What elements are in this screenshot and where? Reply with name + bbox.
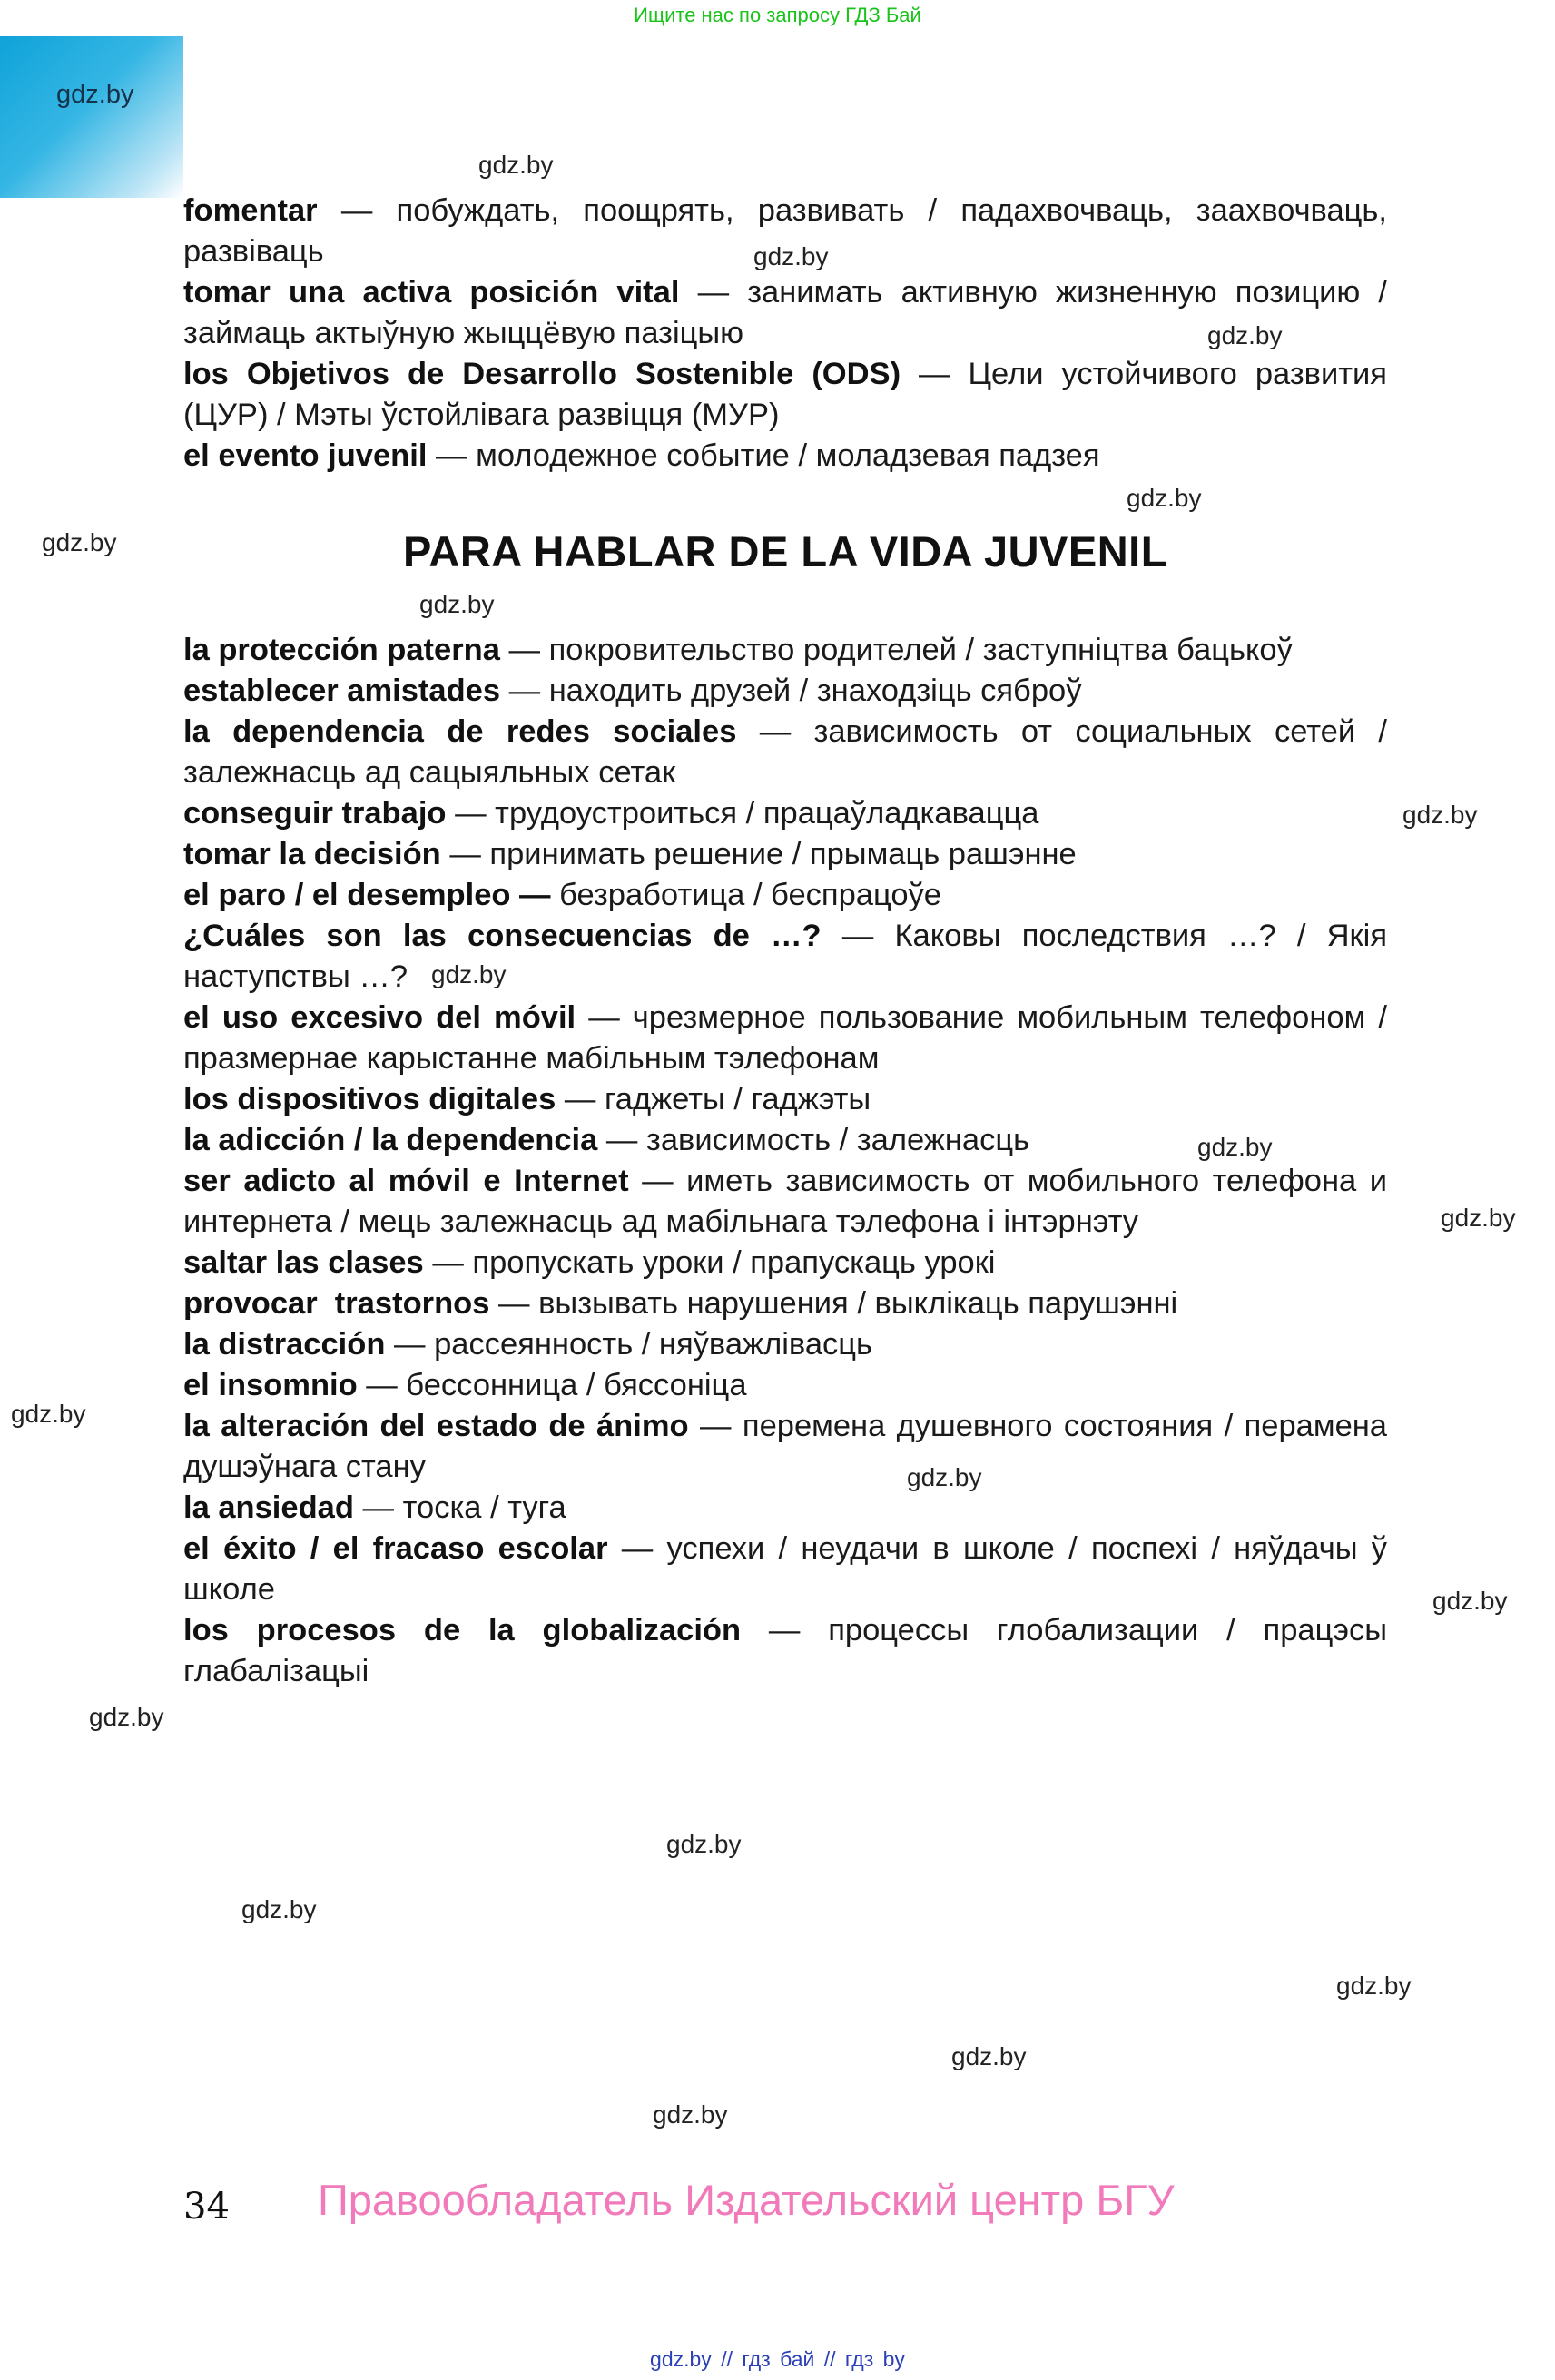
vocab-term: fomentar bbox=[183, 193, 318, 228]
vocab-term: el evento juvenil bbox=[183, 438, 428, 473]
watermark: gdz.by bbox=[241, 1895, 317, 1923]
vocab-term: conseguir trabajo bbox=[183, 796, 447, 831]
watermark: gdz.by bbox=[1441, 1204, 1516, 1232]
vocab-term: los dispositivos digitales bbox=[183, 1082, 556, 1116]
vocab-entry bbox=[183, 1610, 1387, 1692]
vocab-entry bbox=[183, 1324, 1387, 1365]
vocab-entry bbox=[183, 671, 1387, 712]
vocab-term: el éxito / el fracaso escolar bbox=[183, 1531, 608, 1566]
vocab-term: la dependencia de redes sociales bbox=[183, 714, 737, 749]
vocab-translation: — трудоустроиться / працаўладкавацца bbox=[455, 796, 1039, 831]
vocab-translation: — процессы глобализации / працэсы глабалізацыі bbox=[183, 1613, 1388, 1688]
watermark: gdz.by bbox=[1402, 801, 1478, 829]
vocab-term: tomar la decisión bbox=[183, 837, 441, 871]
vocab-translation: безработица / беспрацоўе bbox=[559, 878, 941, 912]
copyright-notice: Правообладатель Издательский центр БГУ bbox=[318, 2176, 1175, 2224]
corner-logo-block bbox=[0, 36, 183, 198]
watermark: gdz.by bbox=[1207, 321, 1283, 349]
watermark: gdz.by bbox=[89, 1703, 164, 1731]
vocab-entry bbox=[183, 630, 1387, 671]
vocab-entry bbox=[183, 793, 1387, 834]
vocab-term: la protección paterna bbox=[183, 633, 500, 667]
vocab-translation: — бессонница / бяссоніца bbox=[366, 1368, 747, 1402]
vocab-translation: — Каковы последствия …? / Якія наступствы …? bbox=[183, 919, 1387, 994]
vocab-entry bbox=[183, 191, 1387, 272]
page-number: 34 bbox=[183, 2186, 230, 2228]
vocab-term: el uso excesivo del móvil bbox=[183, 1000, 576, 1035]
vocab-term: ser adicto al móvil e Internet bbox=[183, 1164, 629, 1198]
vocab-term: provocar trastornos bbox=[183, 1286, 490, 1321]
watermark: gdz.by bbox=[42, 528, 117, 556]
vocab-translation: — рассеянность / няўважлівасць bbox=[394, 1327, 873, 1362]
vocab-entry bbox=[183, 1120, 1387, 1161]
watermark: gdz.by bbox=[419, 590, 495, 618]
vocab-entry bbox=[183, 998, 1387, 1079]
vocab-translation: — тоска / туга bbox=[362, 1490, 566, 1525]
vocab-term: el insomnio bbox=[183, 1368, 358, 1402]
vocab-entry bbox=[183, 875, 1387, 916]
watermark: gdz.by bbox=[753, 242, 829, 270]
watermark: gdz.by bbox=[431, 960, 507, 988]
vocab-translation: — зависимость от социальных сетей / залежнасць ад сацыяльных сетак bbox=[183, 714, 1388, 790]
vocab-entry bbox=[183, 1488, 1387, 1529]
vocab-entry bbox=[183, 916, 1387, 998]
vocab-entry bbox=[183, 1161, 1387, 1243]
watermark: gdz.by bbox=[1336, 1972, 1412, 2000]
vocab-term: ¿Cuáles son las consecuencias de …? bbox=[183, 919, 822, 953]
vocab-entry bbox=[183, 1283, 1387, 1324]
watermark: gdz.by bbox=[11, 1400, 86, 1428]
vocab-entry bbox=[183, 712, 1387, 793]
vocab-term: la adicción / la dependencia bbox=[183, 1123, 598, 1157]
vocab-translation: — занимать активную жизненную позицию / займаць актыўную жыццёвую пазіцыю bbox=[183, 275, 1387, 350]
vocab-term: los procesos de la globalización bbox=[183, 1613, 742, 1647]
corner-logo-label: gdz.by bbox=[56, 80, 134, 109]
vocab-entry bbox=[183, 1406, 1387, 1488]
vocab-term: la alteración del estado de ánimo bbox=[183, 1409, 689, 1443]
vocab-term: el paro / el desempleo — bbox=[183, 878, 551, 912]
vocab-term: la distracción bbox=[183, 1327, 386, 1362]
vocab-entry bbox=[183, 834, 1387, 875]
vocab-translation: — гаджеты / гаджэты bbox=[564, 1082, 871, 1116]
vocab-entry bbox=[183, 1365, 1387, 1406]
vocab-translation: — зависимость / залежнасць bbox=[605, 1123, 1030, 1157]
watermark: gdz.by bbox=[1432, 1587, 1508, 1615]
vocab-translation: — перемена душевного состояния / перамена душэўнага стану bbox=[183, 1409, 1387, 1484]
watermark: gdz.by bbox=[478, 151, 554, 179]
vocab-term: tomar una activa posición vital bbox=[183, 275, 680, 310]
vocab-entry bbox=[183, 1079, 1387, 1120]
watermark: gdz.by bbox=[666, 1830, 742, 1858]
vocab-list-top bbox=[183, 191, 1387, 477]
vocab-entry bbox=[183, 354, 1387, 436]
section-heading: PARA HABLAR DE LA VIDA JUVENIL bbox=[403, 527, 1167, 575]
watermark: gdz.by bbox=[907, 1463, 982, 1491]
top-banner: Ищите нас по запросу ГДЗ Бай bbox=[634, 4, 921, 26]
vocab-translation: — Цели устойчивого развития (ЦУР) / Мэты ўстойлівага развіцця (МУР) bbox=[183, 357, 1387, 432]
vocab-translation: — молодежное событие / моладзевая падзея bbox=[436, 438, 1100, 473]
vocab-translation: — пропускать уроки / прапускаць урокі bbox=[432, 1245, 996, 1280]
footer-links[interactable]: gdz.by // гдз бай // гдз by bbox=[650, 2347, 905, 2371]
vocab-translation: — находить друзей / знаходзіць сяброў bbox=[508, 674, 1082, 708]
watermark: gdz.by bbox=[653, 2100, 728, 2129]
vocab-entry bbox=[183, 1243, 1387, 1283]
vocab-term: saltar las clases bbox=[183, 1245, 424, 1280]
vocab-entry bbox=[183, 272, 1387, 354]
watermark: gdz.by bbox=[1197, 1133, 1273, 1161]
vocab-translation: — вызывать нарушения / выклікаць парушэнні bbox=[498, 1286, 1178, 1321]
watermark: gdz.by bbox=[1127, 484, 1202, 512]
vocab-translation: — покровительство родителей / заступніцтва бацькоў bbox=[508, 633, 1293, 667]
vocab-translation: — принимать решение / прымаць рашэнне bbox=[449, 837, 1077, 871]
vocab-translation: — побуждать, поощрять, развивать / падахвочваць, заахвочваць, развіваць bbox=[183, 193, 1387, 269]
vocab-term: establecer amistades bbox=[183, 674, 501, 708]
vocab-term: los Objetivos de Desarrollo Sostenible (ODS) bbox=[183, 357, 901, 391]
vocab-list-main bbox=[183, 630, 1387, 1692]
vocab-term: la ansiedad bbox=[183, 1490, 354, 1525]
vocab-entry bbox=[183, 1529, 1387, 1610]
vocab-translation: — чрезмерное пользование мобильным телефоном / празмернае карыстанне мабільным тэлефонам bbox=[183, 1000, 1387, 1076]
watermark: gdz.by bbox=[951, 2042, 1027, 2070]
vocab-translation: — успехи / неудачи в школе / поспехі / няўдачы ў школе bbox=[183, 1531, 1388, 1607]
vocab-translation: — иметь зависимость от мобильного телефона и интернета / мець залежнасць ад мабільнага тэлефона і інтэрнэту bbox=[183, 1164, 1388, 1239]
vocab-entry bbox=[183, 436, 1387, 477]
